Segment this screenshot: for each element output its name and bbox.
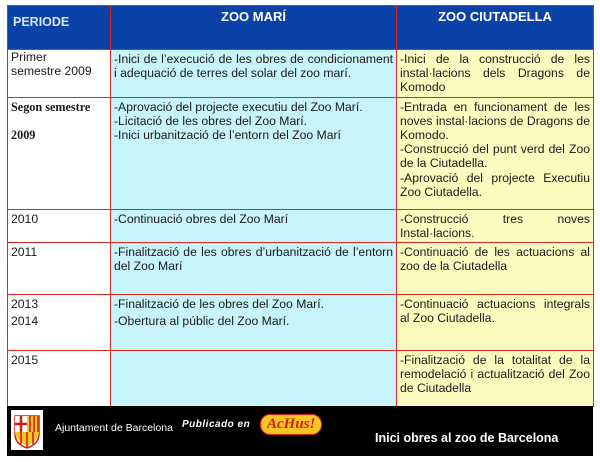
period-cell	[8, 295, 111, 351]
ciutadella-cell	[397, 209, 594, 242]
ciutadella-cell	[397, 50, 594, 98]
period-line: 2009	[11, 127, 36, 142]
institution-name: Ajuntament de Barcelona	[55, 422, 173, 434]
ciutadella-item: -Construcció del punt verd del Zoo de la Ciutadella.	[400, 142, 590, 171]
table-row	[8, 295, 594, 351]
ciutadella-item: -Finalització de la totalitat de la remodelació i actualització del Zoo de Ciutadella	[400, 353, 590, 396]
period-cell	[8, 50, 111, 98]
header-row	[8, 6, 594, 50]
table-row	[8, 209, 594, 242]
mari-item: -Finalització de les obres d’urbanització de l’entorn del Zoo Marí	[114, 245, 393, 274]
ciutadella-item: -Continuació de les actuacions al zoo de la Ciutadella	[400, 245, 590, 274]
ciutadella-item: -Entrada en funcionament de les noves instal·lacions de Dragons de Komodo.	[400, 99, 590, 143]
mari-item: -Obertura al públic del Zoo Marí.	[114, 314, 290, 329]
table-row	[8, 97, 594, 209]
period-cell	[8, 243, 111, 295]
period-line: 2013	[11, 297, 39, 312]
period-line: 2015	[11, 353, 39, 368]
ciutadella-item: -Continuació actuacions integrals al Zoo Ciutadella.	[400, 297, 590, 326]
footer-banner	[7, 406, 593, 456]
header-zoo-mari: ZOO MARÍ	[111, 6, 397, 50]
ciutadella-item: -Aprovació del projecte Executiu Zoo Ciutadella.	[400, 170, 590, 199]
footer-caption: Inici obres al zoo de Barcelona	[375, 431, 559, 445]
mari-item: -Finalització de les obres del Zoo Marí.	[114, 297, 324, 312]
ciutadella-item: -Construcció tres noves Instal·lacions.	[400, 211, 590, 240]
published-label: Publicado en	[182, 419, 251, 430]
period-line: 2014	[11, 314, 39, 329]
barcelona-coat-of-arms-icon	[11, 410, 43, 450]
period-cell	[8, 209, 111, 242]
table-row	[8, 243, 594, 295]
ciutadella-cell	[397, 351, 594, 407]
period-line: Segon semestre	[11, 99, 91, 114]
mari-item: -Continuació obres del Zoo Marí	[114, 211, 289, 226]
mari-cell	[111, 243, 397, 295]
period-line: Primer	[11, 50, 47, 64]
mari-cell	[111, 209, 397, 242]
mari-item: -Inici urbanització de l’entorn del Zoo Marí	[114, 128, 341, 143]
period-line: semestre 2009	[11, 64, 92, 79]
mari-cell	[111, 295, 397, 351]
ciutadella-cell	[397, 295, 594, 351]
period-cell	[8, 97, 111, 209]
period-cell	[8, 351, 111, 407]
achus-logo: AcHus!	[260, 414, 322, 435]
header-zoo-ciutadella: ZOO CIUTADELLA	[397, 6, 594, 50]
header-periode: PERIODE	[8, 6, 111, 50]
mari-cell	[111, 50, 397, 98]
schedule-table	[7, 5, 594, 407]
ciutadella-cell	[397, 243, 594, 295]
ciutadella-item: -Inici de la construcció de les instal·lacions dels Dragons de Komodo	[400, 52, 590, 95]
mari-item: -Aprovació del projecte executiu del Zoo Marí.	[114, 99, 363, 114]
period-line: 2011	[11, 245, 38, 260]
ciutadella-cell	[397, 97, 594, 209]
table-row	[8, 351, 594, 407]
table-row	[8, 50, 594, 98]
mari-cell	[111, 97, 397, 209]
period-line: 2010	[11, 211, 39, 226]
mari-cell	[111, 351, 397, 407]
mari-item: -Inici de l’execució de les obres de condicionament i adequació de terres del solar del zoo marí.	[114, 52, 393, 81]
mari-item: -Licitació de les obres del Zoo Marí.	[114, 113, 308, 128]
